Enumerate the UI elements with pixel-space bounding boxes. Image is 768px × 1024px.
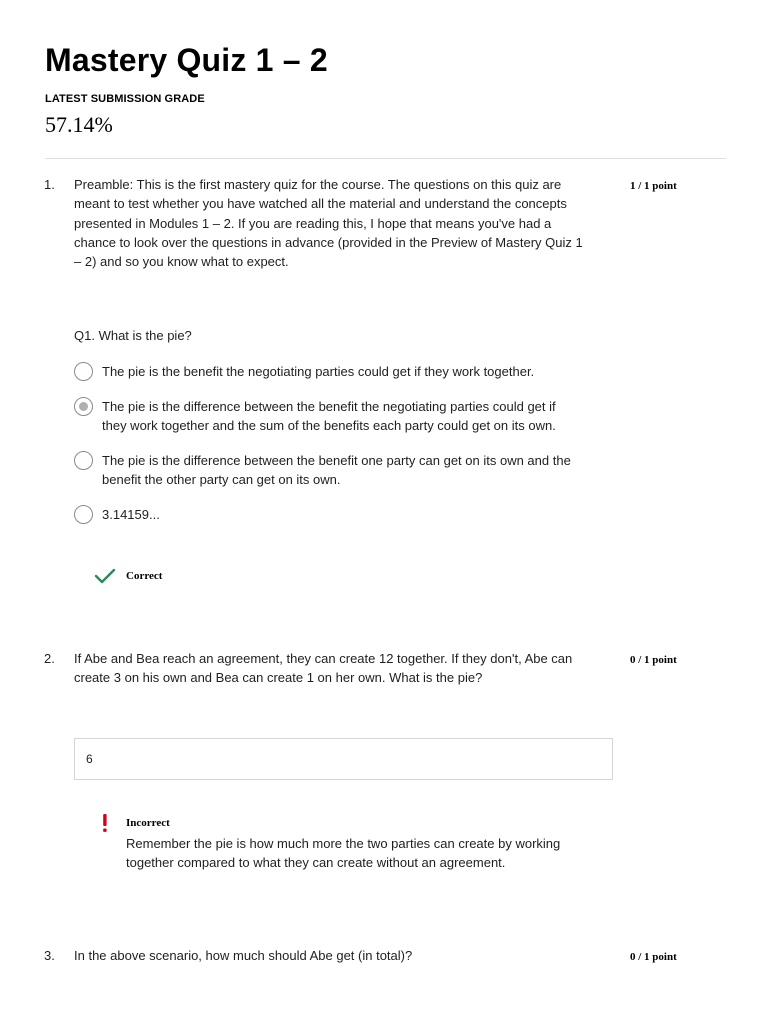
preamble-line: chance to look over the questions in advance (provided in the Preview of Mastery Quiz 1: [74, 234, 583, 250]
divider: [45, 158, 726, 159]
option-line: The pie is the difference between the benefit one party can get on its own and the: [102, 453, 571, 468]
answer-value: 6: [86, 752, 93, 766]
radio-button[interactable]: [74, 362, 93, 381]
feedback-line: Remember the pie is how much more the two parties can create by working: [126, 836, 561, 851]
question-number: 1.: [44, 177, 55, 192]
feedback-title: Incorrect: [126, 817, 170, 829]
option-line: The pie is the benefit the negotiating parties could get if they work together.: [102, 364, 535, 379]
radio-button[interactable]: [74, 505, 93, 524]
option-label: [102, 451, 602, 490]
feedback-line: together compared to what they can create without an agreement.: [126, 855, 506, 871]
grade-value: 57.14%: [45, 112, 113, 137]
exclamation-icon: [101, 813, 109, 838]
feedback-text: [126, 834, 606, 873]
question-points: 1 / 1 point: [630, 180, 677, 192]
question-text: [74, 946, 614, 965]
preamble-line: – 2) and so you know what to expect.: [74, 254, 289, 270]
question-line: create 3 on his own and Bea can create 1 on her own. What is the pie?: [74, 670, 483, 686]
question-prompt: Q1. What is the pie?: [74, 328, 192, 343]
answer-input[interactable]: [74, 738, 613, 780]
preamble-line: presented in Modules 1 – 2. If you are reading this, I hope that means you've had a: [74, 215, 552, 231]
option-line: they work together and the sum of the benefits each party could get on its own.: [102, 418, 556, 434]
preamble-line: meant to test whether you have watched all the material and understand the concepts: [74, 196, 567, 212]
preamble-line: Preamble: This is the first mastery quiz for the course. The questions on this quiz are: [74, 177, 562, 192]
question-line: In the above scenario, how much should Abe get (in total)?: [74, 948, 413, 963]
option-line: benefit the other party can get on its own.: [102, 472, 341, 488]
question-preamble: [74, 175, 614, 271]
option-line: 3.14159...: [102, 507, 160, 522]
question-text: [74, 649, 614, 688]
question-points: 0 / 1 point: [630, 654, 677, 666]
question-points: 0 / 1 point: [630, 951, 677, 963]
option-label: [102, 505, 602, 524]
question-line: If Abe and Bea reach an agreement, they can create 12 together. If they don't, Abe can: [74, 651, 573, 666]
check-icon: [94, 568, 116, 589]
option-label: [102, 397, 602, 436]
radio-button-selected[interactable]: [74, 397, 93, 416]
grade-label: LATEST SUBMISSION GRADE: [45, 93, 205, 105]
option-label: [102, 362, 602, 381]
question-number: 3.: [44, 948, 55, 963]
question-number: 2.: [44, 651, 55, 666]
feedback-title: Correct: [126, 570, 163, 582]
page-title: Mastery Quiz 1 – 2: [45, 42, 328, 78]
option-line: The pie is the difference between the benefit the negotiating parties could get if: [102, 399, 556, 414]
radio-button[interactable]: [74, 451, 93, 470]
